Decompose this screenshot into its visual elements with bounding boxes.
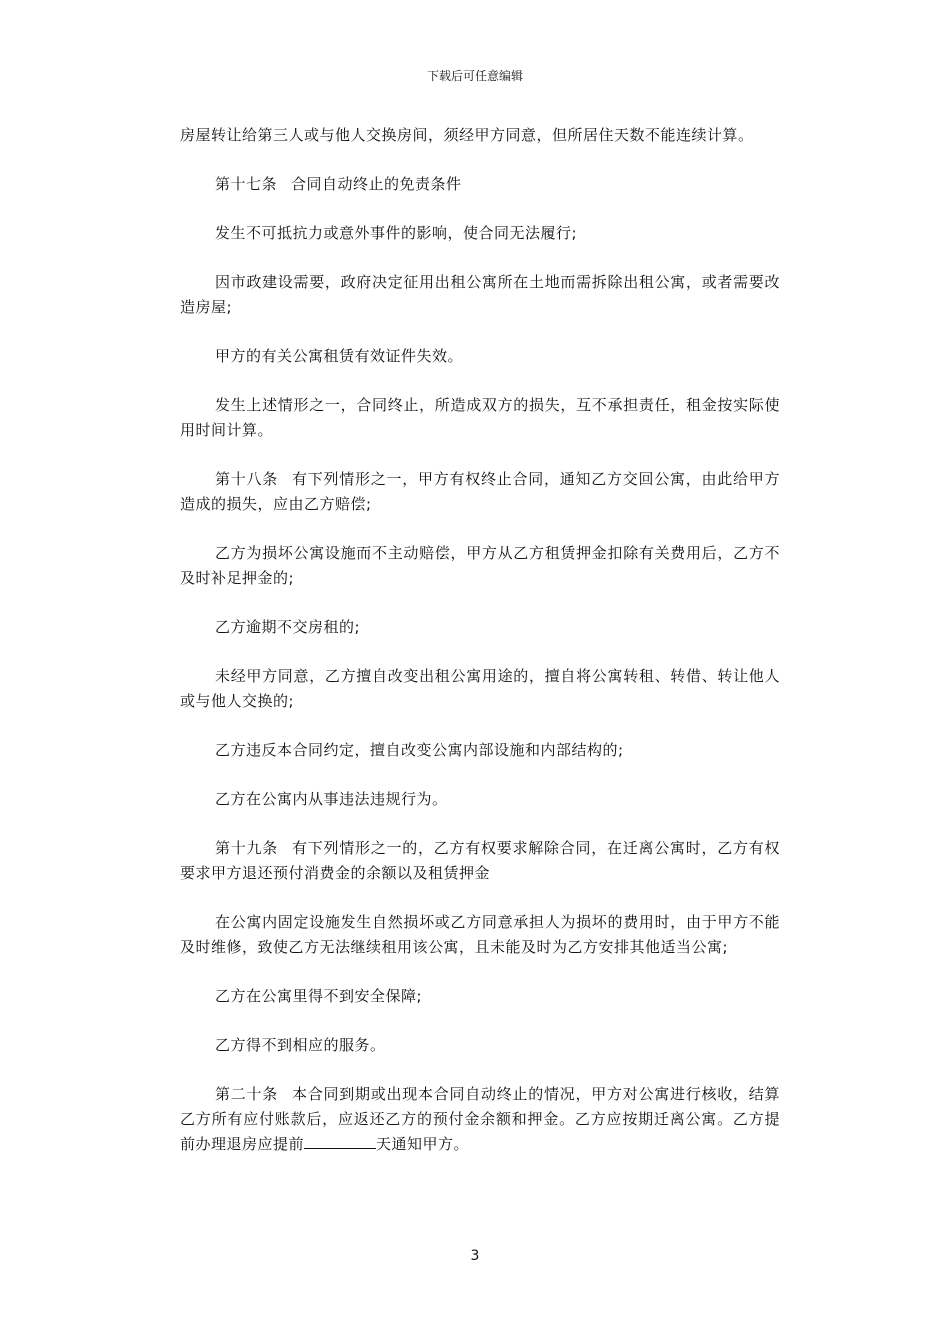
article-19 — [180, 836, 780, 886]
paragraph-termination-effect: 发生上述情形之一，合同终止，所造成双方的损失，互不承担责任，租金按实际使用时间计算。 — [180, 396, 780, 439]
article-17-text: 合同自动终止的免责条件 — [291, 175, 462, 193]
article-17 — [180, 172, 780, 197]
paragraph-certificate-invalid: 甲方的有关公寓租赁有效证件失效。 — [215, 347, 464, 365]
paragraph-service: 乙方得不到相应的服务。 — [215, 1036, 386, 1054]
paragraph-unauthorized-use: 未经甲方同意，乙方擅自改变出租公寓用途的，擅自将公寓转租、转借、转让他人或与他人交换的; — [180, 667, 780, 710]
paragraph-force-majeure: 发生不可抵抗力或意外事件的影响，使合同无法履行; — [215, 224, 578, 242]
fill-in-blank — [304, 1132, 376, 1149]
paragraph-facility-repair: 在公寓内固定设施发生自然损坏或乙方同意承担人为损坏的费用时，由于甲方不能及时维修，致使乙方无法继续租用该公寓，且未能及时为乙方安排其他适当公寓; — [180, 913, 780, 956]
article-18-number: 第十八条 — [215, 470, 278, 488]
paragraph-continuation: 房屋转让给第三人或与他人交换房间，须经甲方同意，但所居住天数不能连续计算。 — [180, 126, 754, 144]
article-17-number: 第十七条 — [215, 175, 278, 193]
article-20-text: 本合同到期或出现本合同自动终止的情况，甲方对公寓进行核收，结算乙方所有应付账款后，应返还乙方的预付金余额和押金。乙方应按期迁离公寓。乙方提前办理退房应提前 — [180, 1085, 780, 1153]
paragraph-municipal-construction: 因市政建设需要，政府决定征用出租公寓所在土地而需拆除出租公寓，或者需要改造房屋; — [180, 273, 780, 316]
paragraph-overdue-rent: 乙方逾期不交房租的; — [215, 618, 361, 636]
article-19-text: 有下列情形之一的，乙方有权要求解除合同，在迁离公寓时，乙方有权要求甲方退还预付消费金的余额以及租赁押金 — [180, 839, 780, 882]
paragraph-illegal-activity: 乙方在公寓内从事违法违规行为。 — [215, 790, 448, 808]
paragraph-structure-change: 乙方违反本合同约定，擅自改变公寓内部设施和内部结构的; — [215, 741, 624, 759]
article-20-tail: 天通知甲方。 — [376, 1135, 470, 1153]
article-18-text: 有下列情形之一，甲方有权终止合同，通知乙方交回公寓，由此给甲方造成的损失，应由乙方赔偿; — [180, 470, 780, 513]
paragraph-damage-deposit: 乙方为损坏公寓设施而不主动赔偿，甲方从乙方租赁押金扣除有关费用后，乙方不及时补足押金的; — [180, 544, 780, 587]
article-20 — [180, 1082, 780, 1157]
article-18 — [180, 467, 780, 517]
page-header: 下载后可任意编辑 — [426, 69, 523, 83]
article-20-number: 第二十条 — [215, 1085, 278, 1103]
page-number: 3 — [470, 1248, 480, 1264]
article-19-number: 第十九条 — [215, 839, 278, 857]
document-body — [180, 123, 780, 1181]
paragraph-safety: 乙方在公寓里得不到安全保障; — [215, 987, 423, 1005]
